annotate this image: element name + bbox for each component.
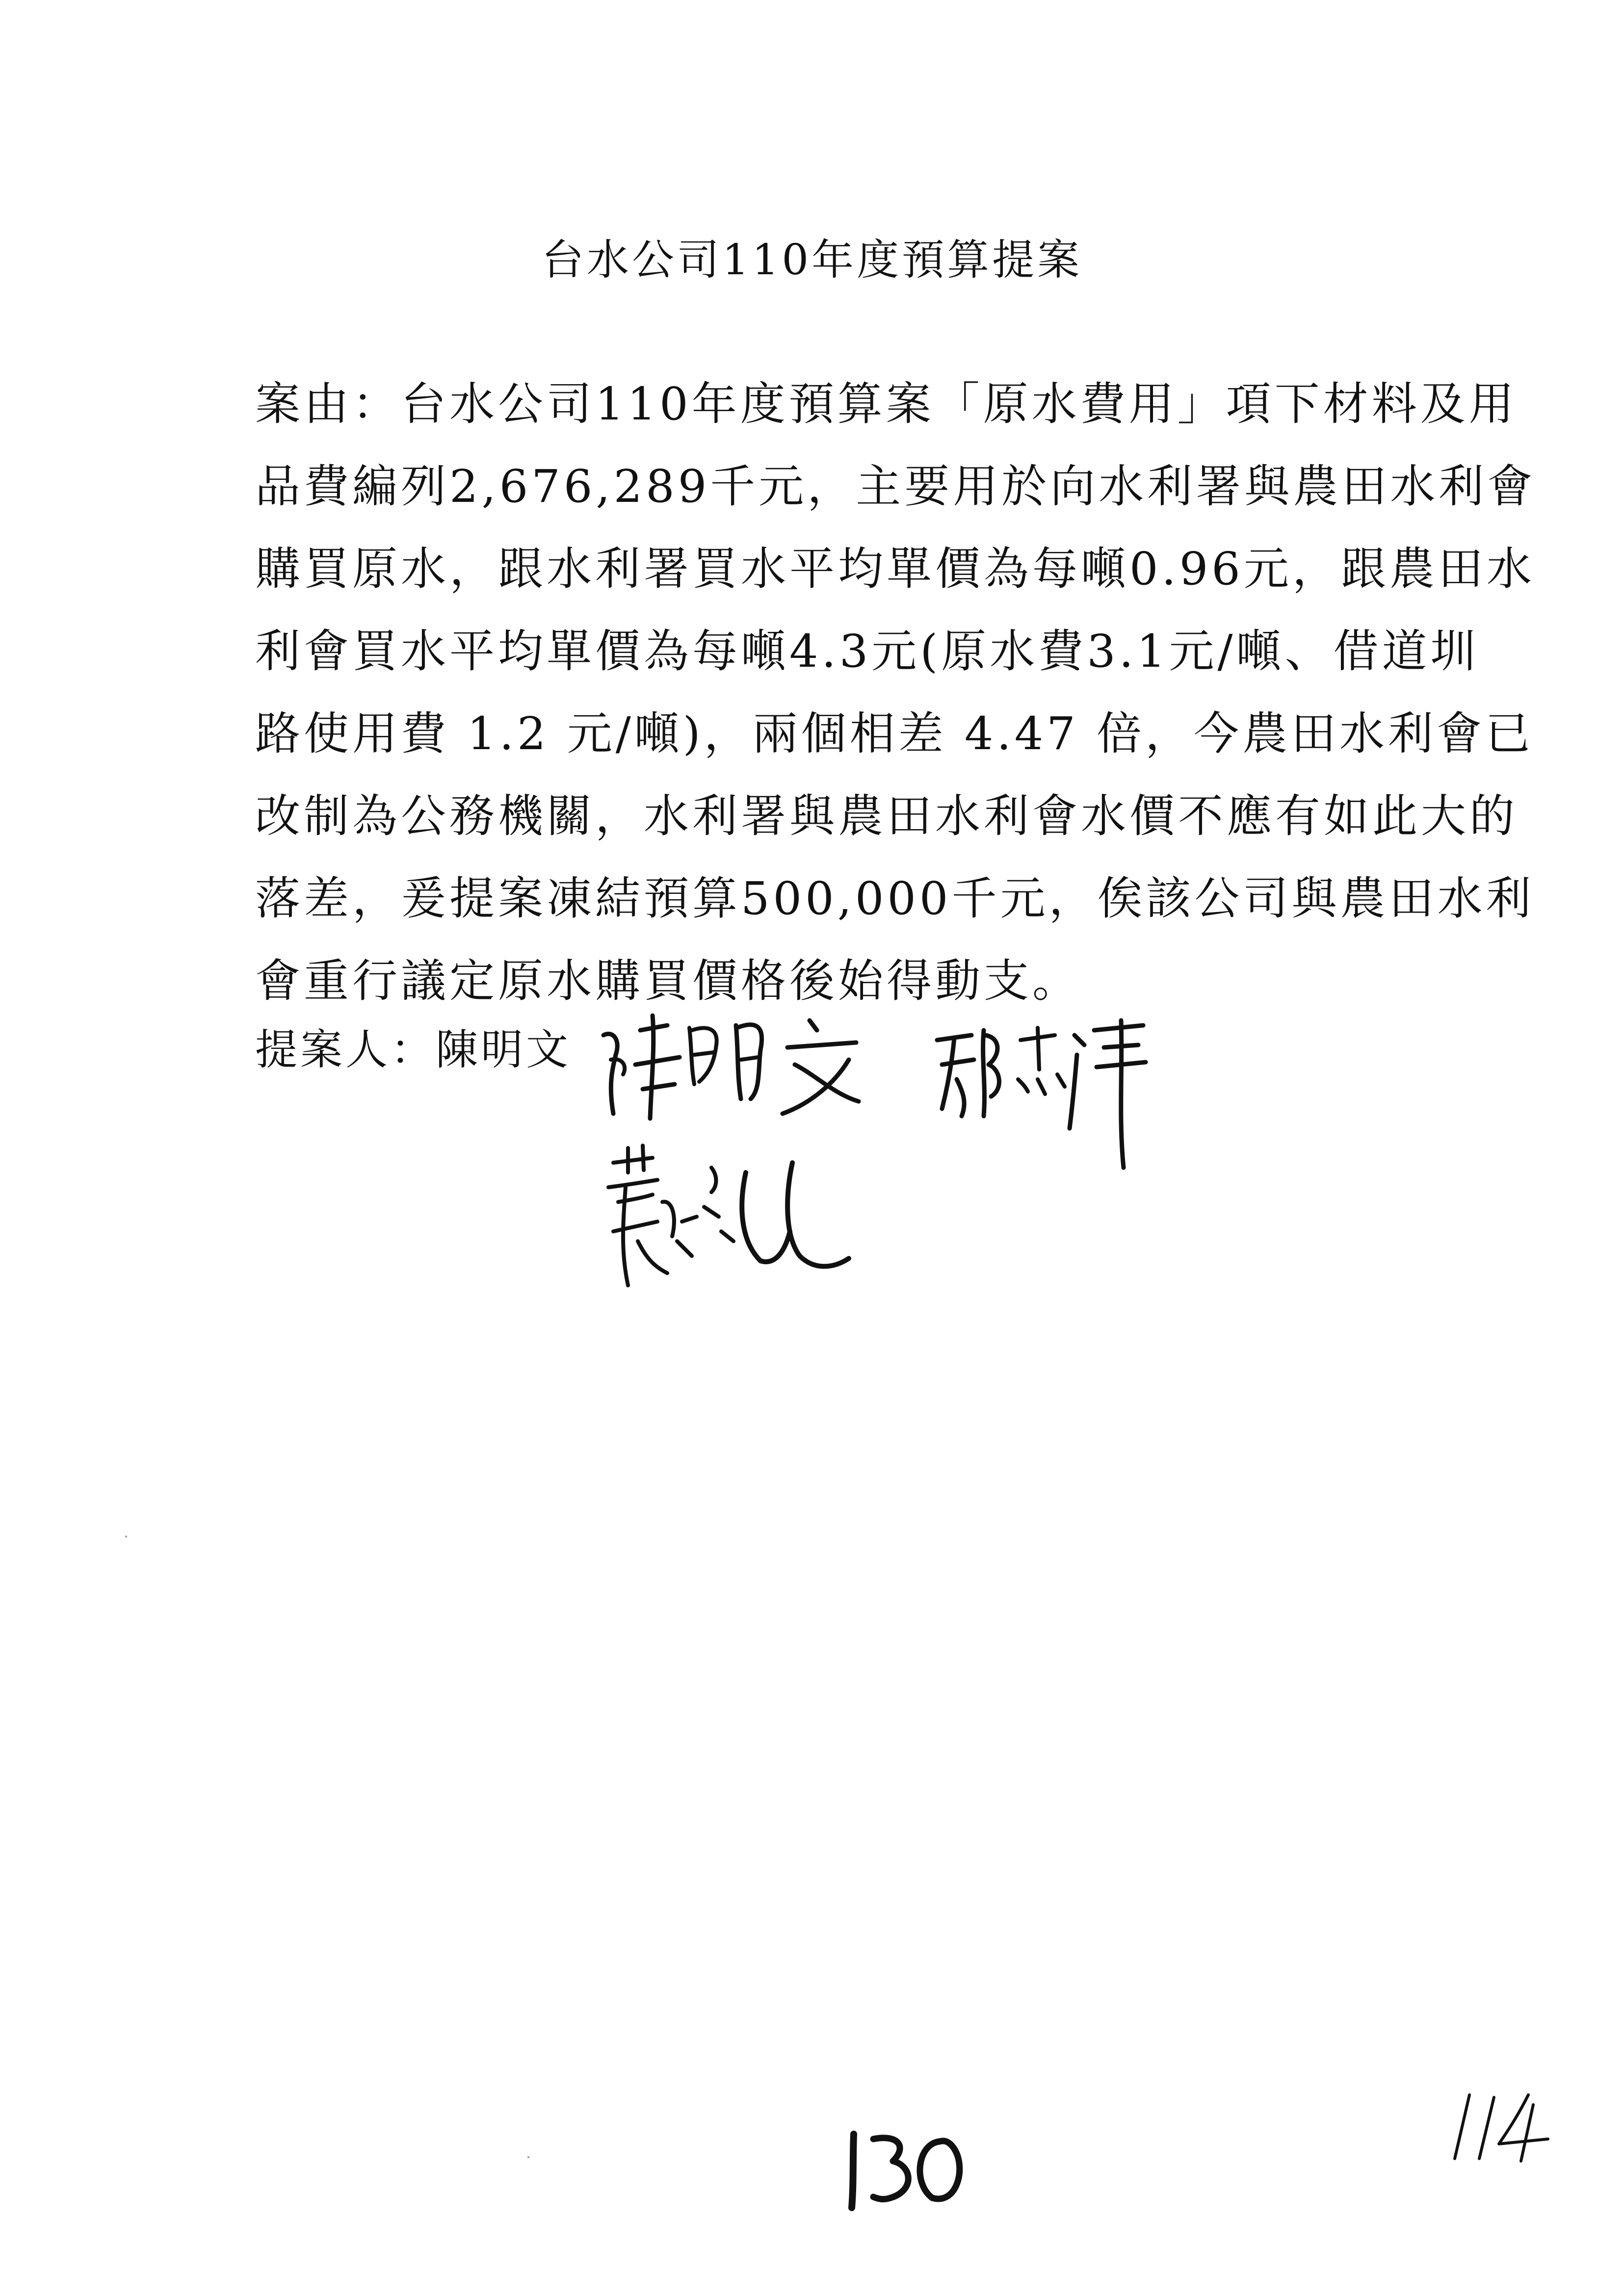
reason-line: 利會買水平均單價為每噸4.3元(原水費3.1元/噸、借道圳 — [255, 625, 1479, 678]
reason-line: 購買原水，跟水利署買水平均單價為每噸0.96元，跟農田水 — [255, 543, 1535, 595]
reason-line: 品費編列2,676,289千元，主要用於向水利署與農田水利會 — [255, 460, 1536, 513]
proposer-label: 提案人：陳明文 — [255, 1025, 571, 1074]
signature-qiu-zhiwei — [927, 1011, 1158, 1173]
reason-line: 會重行議定原水購買價格後始得動支。 — [255, 955, 1081, 1007]
signature-chen-mingwen — [594, 1001, 868, 1128]
scan-speck — [527, 2156, 529, 2158]
reason-line: 案由：台水公司110年度預算案「原水費用」項下材料及用 — [255, 378, 1518, 430]
reason-line: 改制為公務機關，水利署與農田水利會水價不應有如此大的 — [255, 790, 1519, 842]
handwritten-page-number-130 — [834, 2124, 971, 2213]
reason-paragraph — [255, 363, 1536, 1022]
signature-su-zhifen — [599, 1143, 854, 1300]
reason-line: 路使用費 1.2 元/噸)，兩個相差 4.47 倍，今農田水利會已 — [255, 707, 1534, 760]
reason-line: 落差，爰提案凍結預算500,000千元，俟該公司與農田水利 — [255, 872, 1535, 925]
handwritten-page-number-114 — [1447, 2090, 1555, 2164]
scan-speck — [125, 1536, 127, 1538]
document-title: 台水公司110年度預算提案 — [541, 235, 1083, 285]
